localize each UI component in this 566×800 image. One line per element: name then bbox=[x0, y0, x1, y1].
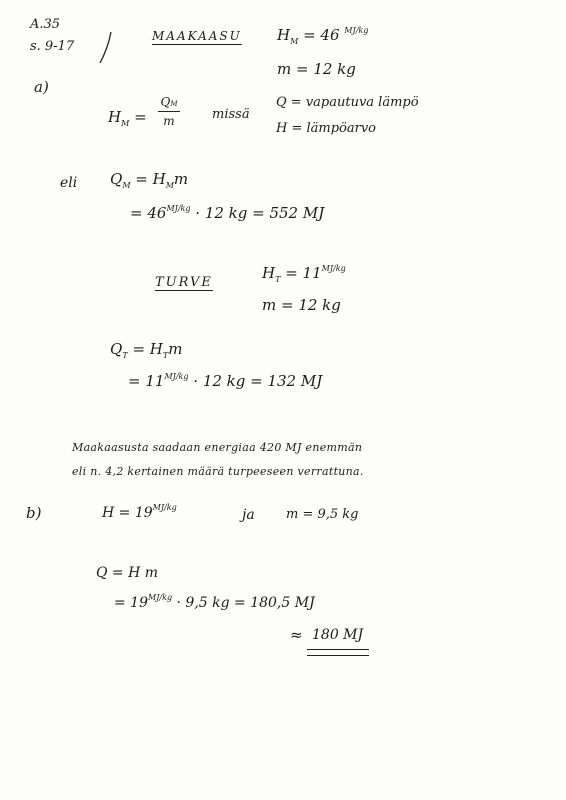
final-result: 180 MJ bbox=[312, 627, 364, 643]
eli-word: eli bbox=[60, 175, 78, 191]
turve-calculation: = $11^{MJ/kg} \cdot 12$ kg = 132 MJ bbox=[128, 372, 323, 390]
maakaasu-equation: $Q_M = H_Mm$ bbox=[110, 170, 189, 190]
turve-heating-value: $H_T = 11^{MJ/kg}$ bbox=[262, 264, 346, 284]
maakaasu-mass: m = 12 kg bbox=[277, 60, 356, 78]
result-underline-1 bbox=[307, 649, 369, 650]
conclusion-line-1: Maakaasusta saadaan energiaa 420 MJ enemmän bbox=[72, 441, 363, 454]
part-b-mass: m = 9,5 kg bbox=[286, 507, 359, 522]
definition-q: Q = vapautuva lämpö bbox=[276, 95, 419, 110]
part-b-heating-value: $H = 19^{MJ/kg}$ bbox=[102, 503, 177, 521]
part-a-label: a) bbox=[34, 78, 49, 96]
part-b-equation: Q = H m bbox=[96, 565, 159, 581]
page-reference: s. 9-17 bbox=[30, 39, 75, 54]
missa-word: missä bbox=[212, 107, 250, 122]
part-b-label: b) bbox=[26, 504, 42, 522]
turve-mass: m = 12 kg bbox=[262, 296, 341, 314]
maakaasu-heating-value: $H_M = 46$ $^{MJ/kg}$ bbox=[277, 26, 369, 46]
turve-equation: $Q_T = H_Tm$ bbox=[110, 340, 183, 360]
definition-h: H = lämpöarvo bbox=[276, 121, 377, 136]
result-underline-2 bbox=[307, 655, 369, 656]
part-b-calculation: = $19^{MJ/kg} \cdot 9,5$ kg = 180,5 MJ bbox=[114, 593, 315, 611]
turve-title: TURVE bbox=[155, 275, 213, 290]
conclusion-line-2: eli n. 4,2 kertainen määrä turpeeseen verrattuna. bbox=[72, 465, 364, 478]
ja-word: ja bbox=[242, 507, 255, 523]
bracket-stroke bbox=[98, 30, 114, 66]
formula-lhs: $H_M$ = bbox=[108, 108, 147, 128]
formula-fraction: QM m bbox=[158, 96, 180, 127]
problem-number: A.35 bbox=[30, 17, 61, 32]
approx-sign: ≈ bbox=[290, 626, 303, 644]
maakaasu-title: MAAKAASU bbox=[152, 29, 242, 43]
maakaasu-calculation: = $46^{MJ/kg} \cdot 12$ kg = 552 MJ bbox=[130, 204, 325, 222]
